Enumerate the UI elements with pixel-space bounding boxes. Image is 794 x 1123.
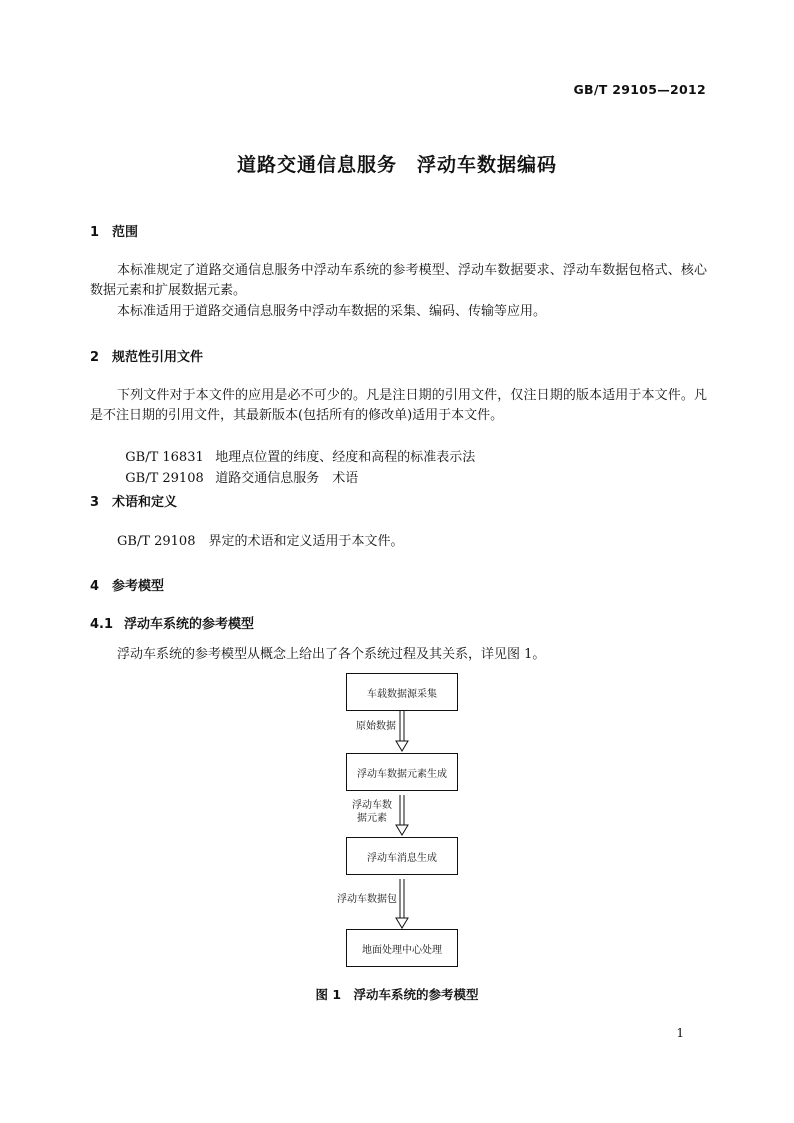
section-4-1-paragraph: 浮动车系统的参考模型从概念上给出了各个系统过程及其关系，详见图 1。 <box>117 647 546 662</box>
figure-caption: 图 1 浮动车系统的参考模型 <box>315 987 479 1002</box>
arrow-label-data-elements: 浮动车数 据元素 <box>352 800 392 824</box>
arrow-label-raw-data: 原始数据 <box>356 721 396 732</box>
section-number: 2 <box>90 350 100 365</box>
section-number: 4.1 <box>90 617 114 632</box>
reference-code: GB/T 29108 <box>125 471 204 486</box>
section-title: 浮动车系统的参考模型 <box>124 617 255 632</box>
section-title: 规范性引用文件 <box>112 350 204 365</box>
reference-title: 道路交通信息服务 术语 <box>215 471 359 486</box>
page-number: 1 <box>676 1026 684 1040</box>
flow-box-message-generation: 浮动车消息生成 <box>346 837 458 875</box>
section-number: 3 <box>90 495 100 510</box>
document-title: 道路交通信息服务 浮动车数据编码 <box>236 154 557 176</box>
arrow-3 <box>396 879 408 928</box>
flow-box-element-generation: 浮动车数据元素生成 <box>346 753 458 791</box>
standard-code: GB/T 29105—2012 <box>573 82 706 97</box>
section-3-paragraph: GB/T 29108 界定的术语和定义适用于本文件。 <box>117 534 404 549</box>
section-number: 4 <box>90 579 100 594</box>
reference-title: 地理点位置的纬度、经度和高程的标准表示法 <box>215 450 476 465</box>
flow-box-ground-center: 地面处理中心处理 <box>346 929 458 967</box>
section-1-paragraph-2: 本标准适用于道路交通信息服务中浮动车数据的采集、编码、传输等应用。 <box>117 304 547 319</box>
arrow-1 <box>396 711 408 751</box>
section-title: 术语和定义 <box>112 495 178 510</box>
arrow-2 <box>396 795 408 835</box>
reference-code: GB/T 16831 <box>125 450 204 465</box>
arrow-label-data-packet: 浮动车数据包 <box>337 894 397 905</box>
section-number: 1 <box>90 225 100 240</box>
section-1-paragraph-1: 本标准规定了道路交通信息服务中浮动车系统的参考模型、浮动车数据要求、浮动车数据包格式、核心数据元素和扩展数据元素。 <box>90 263 707 298</box>
section-title: 参考模型 <box>112 579 165 594</box>
section-title: 范围 <box>112 225 139 240</box>
flow-box-onboard-collection: 车载数据源采集 <box>346 673 458 711</box>
section-2-paragraph: 下列文件对于本文件的应用是必不可少的。凡是注日期的引用文件，仅注日期的版本适用于本文件。凡是不注日期的引用文件，其最新版本(包括所有的修改单)适用于本文件。 <box>90 388 707 423</box>
